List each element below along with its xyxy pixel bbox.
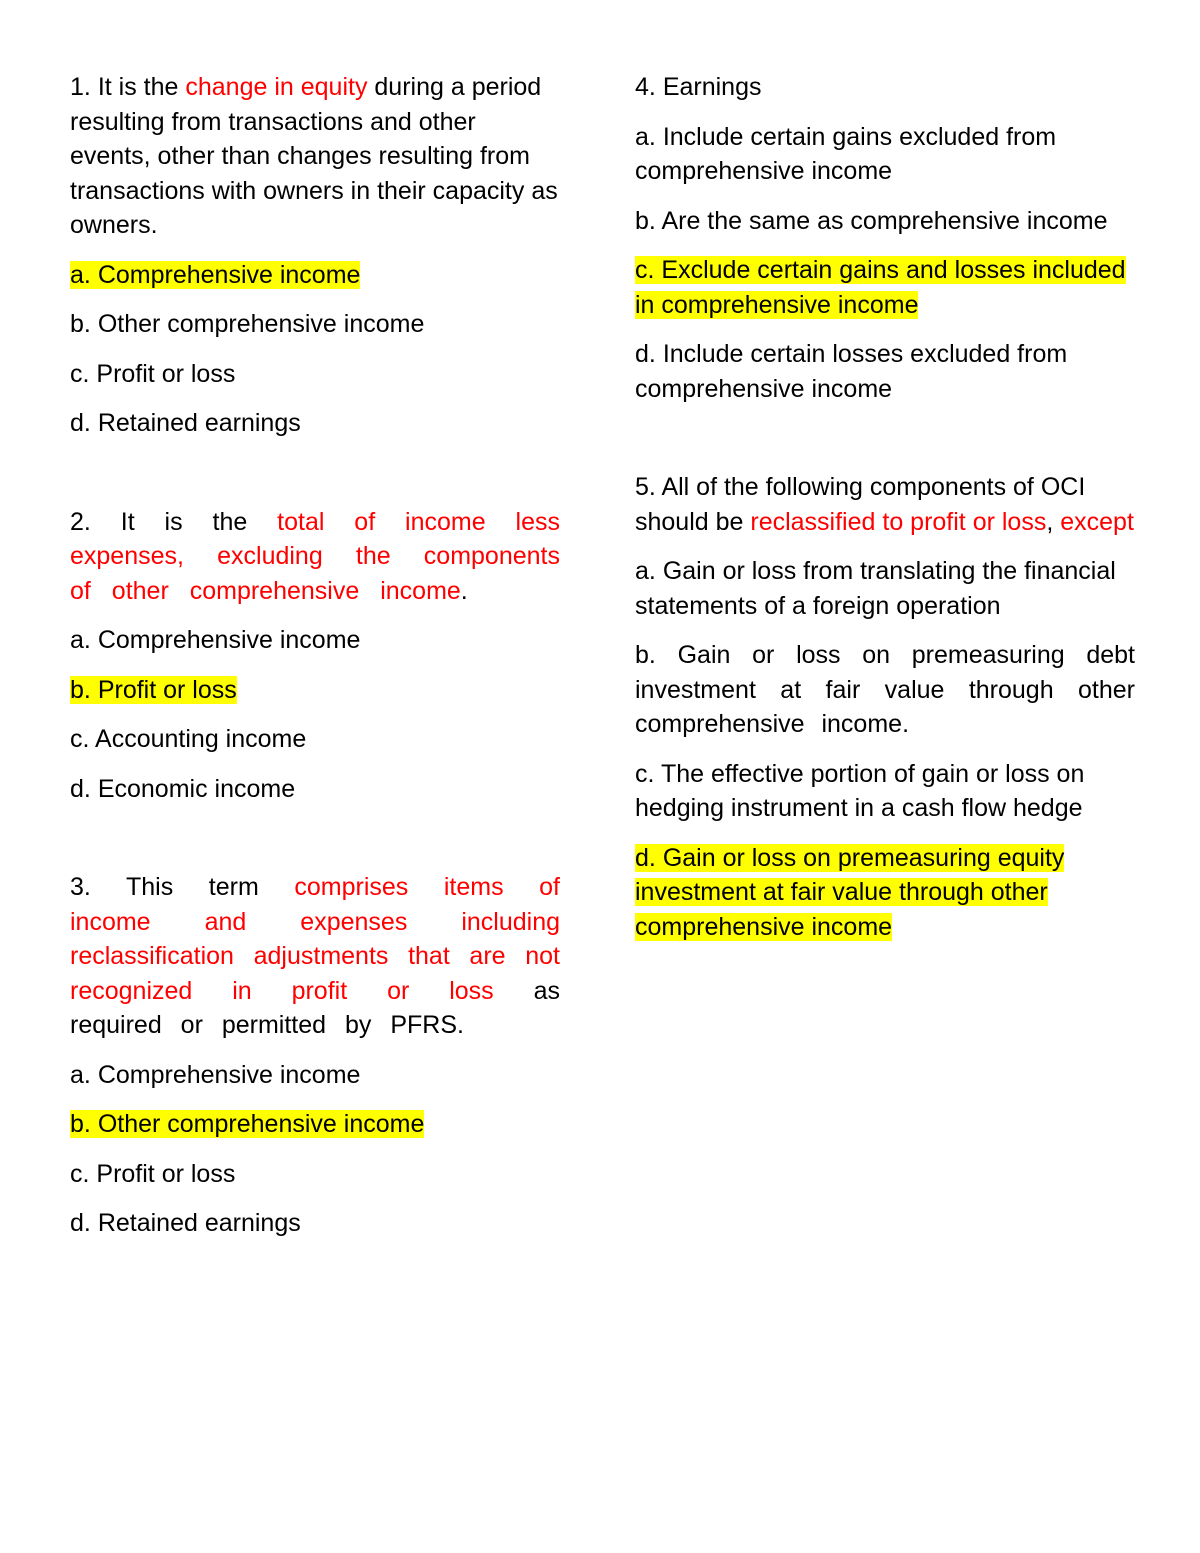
stem-text: This term — [125, 873, 295, 901]
question-2-option-c — [70, 722, 560, 757]
question-5-option-d — [635, 841, 1135, 945]
spacer — [635, 406, 1135, 470]
question-3-option-c — [70, 1157, 560, 1192]
stem-key-phrase: reclassified to profit or loss — [750, 507, 1047, 536]
option-letter: c. — [70, 1159, 90, 1188]
stem-text: , — [1046, 507, 1061, 536]
option-letter: a. — [70, 626, 91, 654]
question-3-option-d — [70, 1206, 560, 1241]
option-letter: b. — [70, 1110, 91, 1138]
question-5-option-a — [635, 554, 1135, 623]
question-1-option-d — [70, 406, 560, 441]
question-4 — [635, 70, 1135, 406]
option-text: Comprehensive income — [97, 260, 361, 289]
option-text: Retained earnings — [97, 1209, 301, 1237]
option-text: Profit or loss — [96, 1159, 236, 1188]
stem-key-phrase-except: except — [1060, 507, 1134, 536]
question-4-option-c — [635, 253, 1135, 322]
stem-text: during a period resulting from transactions and other events, other than changes resulting from transactions with owners in their capacity as owners. — [70, 73, 558, 239]
question-2-stem — [70, 505, 560, 609]
question-4-option-a — [635, 120, 1135, 189]
stem-key-phrase: change in equity — [185, 73, 368, 101]
question-5-option-b — [635, 638, 1135, 742]
question-2 — [70, 505, 560, 807]
stem-key-phrase: comprises items of income and expenses including reclassification adjustments that are not recognized in profit or loss — [70, 873, 560, 1005]
question-number: 5. — [635, 473, 656, 501]
option-letter: d. — [635, 340, 656, 368]
option-text: Comprehensive income — [97, 1060, 361, 1089]
question-5-stem — [635, 470, 1135, 539]
option-letter: b. — [635, 206, 656, 235]
question-3-stem — [70, 870, 560, 1043]
question-number: 2. — [70, 507, 91, 536]
option-text: Comprehensive income — [97, 626, 361, 654]
question-1 — [70, 70, 560, 441]
option-text: Profit or loss — [97, 675, 237, 704]
option-text: Accounting income — [95, 725, 307, 753]
option-text: Other comprehensive income — [97, 310, 425, 338]
question-3-option-b — [70, 1107, 560, 1142]
option-text: Exclude certain gains and losses included in comprehensive income — [635, 256, 1126, 319]
stem-text: All of the following components of OCI should be — [635, 473, 1086, 536]
option-letter: a. — [635, 557, 656, 585]
option-text: The effective portion of gain or loss on hedging instrument in a cash flow hedge — [635, 759, 1085, 822]
question-number: 3. — [70, 873, 91, 901]
question-5 — [635, 470, 1135, 944]
option-text: Gain or loss on premeasuring debt investment at fair value through other comprehensive income. — [635, 641, 1136, 738]
spacer — [70, 441, 560, 505]
option-letter: b. — [70, 310, 91, 338]
stem-text: It is the — [97, 73, 186, 101]
option-letter: c. — [635, 759, 655, 788]
question-1-stem — [70, 70, 560, 243]
question-1-option-b — [70, 307, 560, 342]
option-text: Retained earnings — [97, 409, 301, 437]
option-text: Economic income — [97, 774, 296, 803]
correct-answer-highlight — [635, 256, 1126, 319]
option-letter: c. — [70, 359, 90, 388]
stem-text: . — [460, 576, 468, 605]
correct-answer-highlight — [70, 676, 237, 704]
question-number: 4. — [635, 73, 656, 101]
option-letter: b. — [635, 641, 656, 669]
option-letter: d. — [635, 843, 656, 872]
option-letter: a. — [70, 260, 91, 289]
option-text: Gain or loss on premeasuring equity investment at fair value through other comprehensive income — [635, 843, 1065, 941]
correct-answer-highlight — [70, 261, 360, 289]
option-text: Profit or loss — [96, 359, 236, 388]
question-2-option-d — [70, 772, 560, 807]
option-letter: b. — [70, 675, 91, 704]
correct-answer-highlight — [70, 1110, 424, 1138]
question-3 — [70, 870, 560, 1241]
option-letter: a. — [635, 122, 656, 151]
option-text: Include certain losses excluded from comprehensive income — [635, 340, 1068, 403]
question-2-option-a — [70, 623, 560, 658]
stem-key-phrase: total of income less expenses, excluding the components of other comprehensive income — [70, 507, 560, 605]
question-4-option-b — [635, 204, 1135, 239]
option-letter: c. — [635, 256, 655, 284]
stem-text: It is the — [120, 507, 278, 536]
question-1-option-a — [70, 258, 560, 293]
option-letter: d. — [70, 774, 91, 803]
question-number: 1. — [70, 73, 91, 101]
option-text: Other comprehensive income — [97, 1110, 425, 1138]
question-3-option-a — [70, 1058, 560, 1093]
correct-answer-highlight — [635, 844, 1064, 941]
question-1-option-c — [70, 357, 560, 392]
question-4-stem — [635, 70, 1135, 105]
option-letter: c. — [70, 725, 90, 753]
question-2-option-b — [70, 673, 560, 708]
question-5-option-c — [635, 757, 1135, 826]
option-text: Are the same as comprehensive income — [661, 206, 1108, 235]
option-text: Include certain gains excluded from comprehensive income — [635, 122, 1057, 185]
stem-text: as required or permitted by PFRS. — [70, 976, 560, 1039]
option-text: Gain or loss from translating the financial statements of a foreign operation — [635, 557, 1116, 620]
right-column — [635, 70, 1135, 944]
option-letter: d. — [70, 1209, 91, 1237]
option-letter: d. — [70, 409, 91, 437]
stem-text: Earnings — [662, 73, 762, 101]
question-4-option-d — [635, 337, 1135, 406]
option-letter: a. — [70, 1060, 91, 1089]
spacer — [70, 806, 560, 870]
left-column — [70, 70, 560, 1241]
